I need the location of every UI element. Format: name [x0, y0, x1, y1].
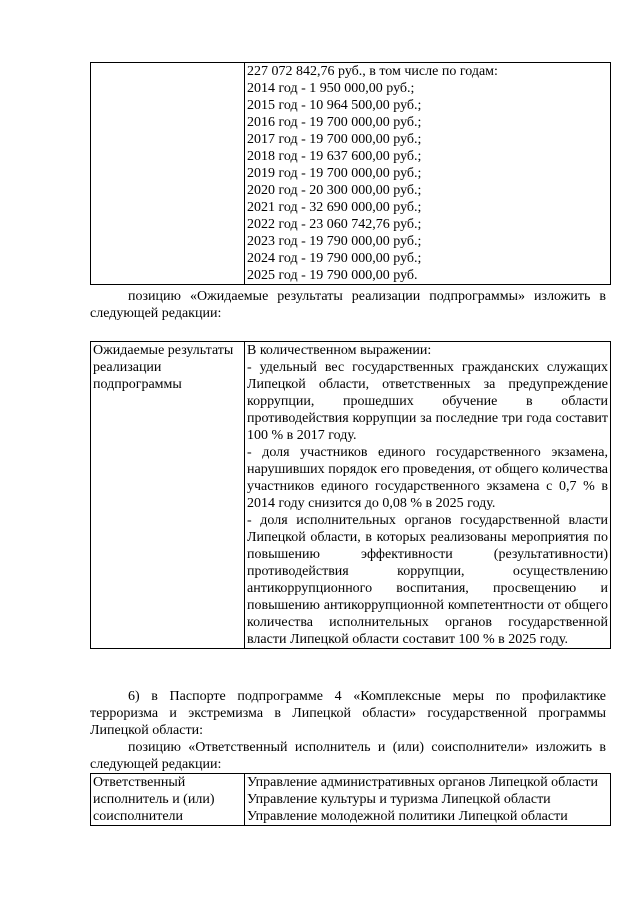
paragraph-subprogram-4: 6) в Паспорте подпрограмме 4 «Комплексные меры по профилактике терроризма и экстремизма в Липецкой области» государственной программы Липецкой области:	[90, 689, 606, 738]
responsible-item-3: Управление молодежной политики Липецкой области	[247, 809, 568, 824]
expected-results-item-1: - удельный вес государственных гражданских служащих Липецкой области, ответственных за предупреждение коррупции, прошедших обучение в области противодействия коррупции за последние три года составит 100 % в 2017 году.	[247, 360, 608, 443]
responsible-item-1: Управление административных органов Липецкой области	[247, 775, 598, 790]
expected-results-item-3: - доля исполнительных органов государственной власти Липецкой области, в которых реализованы мероприятия по повышению эффективности (результативности) противодействия коррупции, осуществлению антикоррупционного воспитания, просвещению и повышению антикоррупционной компетентности от общего количества исполнительных органов государственной власти Липецкой области составит 100 % в 2025 году.	[247, 513, 608, 647]
expected-results-content	[245, 342, 611, 649]
expected-results-heading: В количественном выражении:	[247, 343, 432, 358]
funding-year-2016: 2016 год - 19 700 000,00 руб.;	[247, 115, 422, 130]
paragraph-expected-results-intro: позицию «Ожидаемые результаты реализации подпрограммы» изложить в следующей редакции:	[90, 289, 606, 321]
expected-results-label: Ожидаемые результаты реализации подпрограммы	[91, 342, 245, 649]
responsible-content	[245, 774, 611, 826]
funding-year-2023: 2023 год - 19 790 000,00 руб.;	[247, 234, 422, 249]
funding-table	[90, 62, 611, 285]
funding-year-2019: 2019 год - 19 700 000,00 руб.;	[247, 166, 422, 181]
funding-year-2021: 2021 год - 32 690 000,00 руб.;	[247, 200, 422, 215]
funding-year-2014: 2014 год - 1 950 000,00 руб.;	[247, 81, 415, 96]
funding-table-right-cell	[245, 63, 611, 285]
responsible-table	[90, 773, 611, 826]
funding-year-2024: 2024 год - 19 790 000,00 руб.;	[247, 251, 422, 266]
paragraph-responsible-intro: позицию «Ответственный исполнитель и (или) соисполнители» изложить в следующей редакции:	[90, 740, 606, 772]
funding-year-2018: 2018 год - 19 637 600,00 руб.;	[247, 149, 422, 164]
funding-table-left-cell	[91, 63, 245, 285]
funding-total: 227 072 842,76 руб., в том числе по годам:	[247, 64, 498, 79]
expected-results-item-2: - доля участников единого государственного экзамена, нарушивших порядок его проведения, от общего количества участников единого государственного экзамена с 0,7 % в 2014 году снизится до 0,08 % в 2025 году.	[247, 445, 608, 511]
funding-year-2017: 2017 год - 19 700 000,00 руб.;	[247, 132, 422, 147]
funding-year-2015: 2015 год - 10 964 500,00 руб.;	[247, 98, 422, 113]
funding-year-2022: 2022 год - 23 060 742,76 руб.;	[247, 217, 422, 232]
funding-year-2025: 2025 год - 19 790 000,00 руб.	[247, 268, 418, 283]
responsible-label: Ответственный исполнитель и (или) соисполнители	[91, 774, 245, 826]
expected-results-table	[90, 341, 611, 649]
responsible-item-2: Управление культуры и туризма Липецкой области	[247, 792, 551, 807]
funding-year-2020: 2020 год - 20 300 000,00 руб.;	[247, 183, 422, 198]
